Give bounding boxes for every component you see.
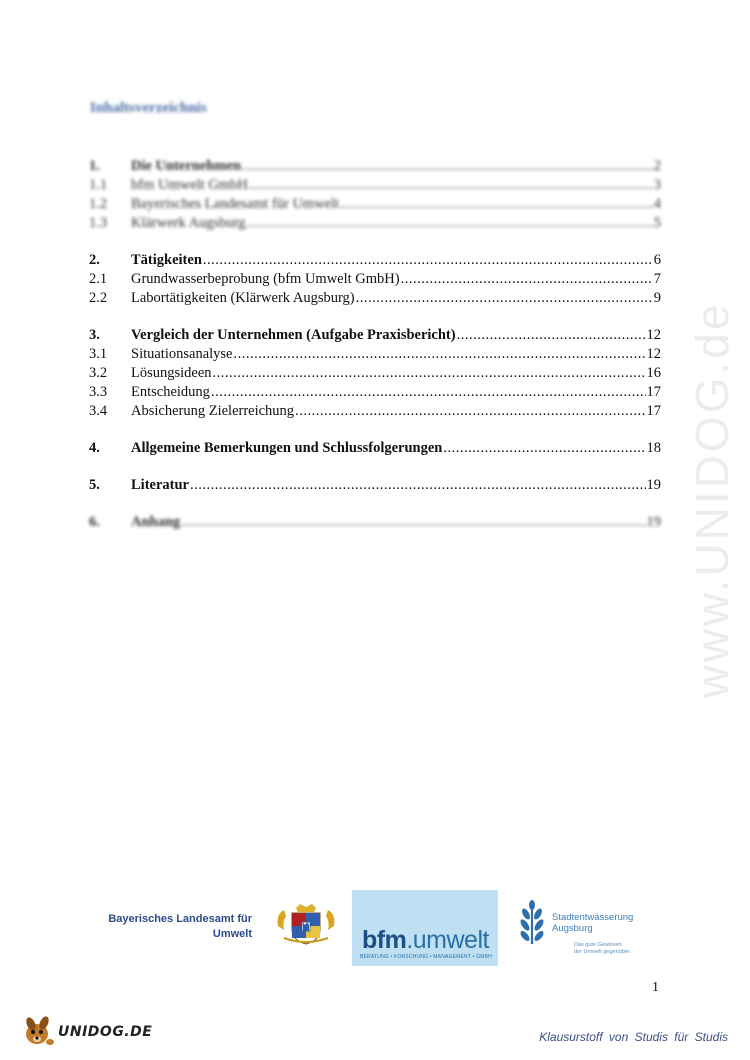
toc-entry-number: 3.4	[89, 403, 108, 419]
bfm-logo-rest: .umwelt	[406, 926, 489, 954]
toc-entry-number: 2.2	[89, 290, 108, 306]
toc-entry-title: Literatur	[131, 477, 189, 493]
toc-leader-dots	[457, 327, 646, 344]
stadtentwaesserung-line1: Stadtentwässerung	[552, 912, 634, 923]
toc-entry-title: Vergleich der Unternehmen (Aufgabe Praxisbericht)	[131, 327, 456, 343]
toc-entry-page: 19	[646, 514, 661, 530]
toc-chapter-entry[interactable]	[89, 477, 661, 496]
toc-entry-title: Grundwasserbeprobung (bfm Umwelt GmbH)	[131, 271, 400, 287]
toc-entry-page: 12	[646, 327, 661, 343]
toc-entry-page: 7	[653, 271, 661, 287]
toc-entry-title: Bayerisches Landesamt für Umwelt	[131, 196, 340, 212]
toc-subsection-entry[interactable]	[89, 365, 661, 384]
toc-entry-page: 2	[653, 158, 661, 174]
toc-leader-dots	[249, 177, 653, 194]
footer-slogan: Klausurstoff von Studis für Studis	[539, 1030, 728, 1044]
lfu-logo-line2: Umwelt	[212, 928, 252, 940]
bfm-umwelt-logo	[352, 890, 498, 966]
toc-entry-number: 1.1	[89, 177, 108, 193]
bfm-logo-tagline: BERATUNG • FORSCHUNG • MANAGEMENT • GMBH	[360, 954, 492, 960]
toc-entry-number: 1.	[89, 158, 100, 174]
toc-section-gap	[89, 422, 661, 440]
toc-entry-title: bfm Umwelt GmbH	[131, 177, 248, 193]
toc-entry-number: 3.	[89, 327, 100, 343]
toc-leader-dots	[356, 290, 653, 307]
toc-leader-dots	[401, 271, 653, 288]
toc-entry-page: 5	[653, 215, 661, 231]
toc-leader-dots	[213, 365, 646, 382]
toc-leader-dots	[190, 477, 646, 494]
toc-leader-dots	[340, 196, 653, 213]
toc-entry-title: Allgemeine Bemerkungen und Schlussfolgerungen	[131, 440, 443, 456]
toc-leader-dots	[242, 158, 653, 175]
toc-entry-number: 5.	[89, 477, 100, 493]
toc-leader-dots	[247, 215, 653, 232]
toc-entry-title: Lösungsideen	[131, 365, 212, 381]
toc-heading: Inhaltsverzeichnis	[90, 100, 207, 116]
toc-entry-number: 3.3	[89, 384, 108, 400]
stadtentwaesserung-slogan-line1: Das gute Gewissen	[574, 942, 622, 948]
toc-leader-dots	[203, 252, 653, 269]
toc-leader-dots	[443, 440, 645, 457]
toc-chapter-entry[interactable]	[89, 252, 661, 271]
toc-leader-dots	[295, 403, 645, 420]
toc-entry-page: 19	[646, 477, 661, 493]
toc-entry-number: 2.1	[89, 271, 108, 287]
toc-entry-title: Die Unternehmen	[131, 158, 241, 174]
toc-entry-title: Tätigkeiten	[131, 252, 202, 268]
logo-strip	[96, 888, 656, 972]
toc-entry-number: 1.3	[89, 215, 108, 231]
toc-leader-dots	[211, 384, 646, 401]
toc-subsection-entry[interactable]	[89, 215, 661, 234]
toc-entry-title: Entscheidung	[131, 384, 210, 400]
toc-subsection-entry[interactable]	[89, 177, 661, 196]
toc-entry-title: Klärwerk Augsburg	[131, 215, 246, 231]
toc-entry-page: 12	[646, 346, 661, 362]
toc-section-gap	[89, 496, 661, 514]
toc-entry-number: 3.1	[89, 346, 108, 362]
toc-section-gap	[89, 459, 661, 477]
page-number: 1	[652, 980, 659, 995]
toc-entry-number: 3.2	[89, 365, 108, 381]
bfm-logo-bold: bfm	[362, 926, 407, 954]
toc-subsection-entry[interactable]	[89, 403, 661, 422]
wheat-leaf-icon	[518, 900, 546, 944]
toc-leader-dots	[181, 514, 645, 531]
toc-entry-page: 18	[646, 440, 661, 456]
stadtentwaesserung-slogan	[574, 942, 631, 956]
toc-leader-dots	[234, 346, 646, 363]
toc-entry-page: 4	[653, 196, 661, 212]
toc-chapter-entry[interactable]	[89, 514, 661, 533]
toc-entry-title: Situationsanalyse	[131, 346, 233, 362]
toc-entry-page: 6	[653, 252, 661, 268]
toc-chapter-entry[interactable]	[89, 158, 661, 177]
toc-entry-page: 17	[646, 384, 661, 400]
stadtentwaesserung-line2: Augsburg	[552, 923, 593, 934]
toc-entry-number: 2.	[89, 252, 100, 268]
toc-chapter-entry[interactable]	[89, 440, 661, 459]
dog-mascot-icon	[22, 1014, 56, 1048]
toc-subsection-entry[interactable]	[89, 384, 661, 403]
toc-entry-title: Anhang	[131, 514, 181, 530]
toc-entry-title: Absicherung Zielerreichung	[131, 403, 295, 419]
toc-entry-number: 4.	[89, 440, 100, 456]
toc-subsection-entry[interactable]	[89, 290, 661, 309]
toc-subsection-entry[interactable]	[89, 271, 661, 290]
unidog-wordmark: UNIDOG.DE	[58, 1024, 153, 1040]
unidog-logo[interactable]	[22, 1014, 152, 1048]
table-of-contents	[89, 158, 661, 533]
lfu-logo	[102, 912, 252, 942]
toc-section-gap	[89, 234, 661, 252]
toc-chapter-entry[interactable]	[89, 327, 661, 346]
stadtentwaesserung-logo	[552, 912, 633, 934]
toc-subsection-entry[interactable]	[89, 196, 661, 215]
toc-entry-page: 9	[653, 290, 661, 306]
lfu-logo-line1: Bayerisches Landesamt für	[108, 913, 252, 925]
bavarian-crest-icon	[274, 904, 338, 946]
stadtentwaesserung-slogan-line2: der Umwelt gegenüber.	[574, 949, 631, 955]
watermark: www.UNIDOG.de	[686, 301, 738, 699]
toc-entry-title: Labortätigkeiten (Klärwerk Augsburg)	[131, 290, 355, 306]
toc-subsection-entry[interactable]	[89, 346, 661, 365]
toc-entry-page: 17	[646, 403, 661, 419]
toc-section-gap	[89, 309, 661, 327]
toc-entry-page: 3	[653, 177, 661, 193]
toc-entry-number: 6.	[89, 514, 100, 530]
toc-entry-number: 1.2	[89, 196, 108, 212]
toc-entry-page: 16	[646, 365, 661, 381]
